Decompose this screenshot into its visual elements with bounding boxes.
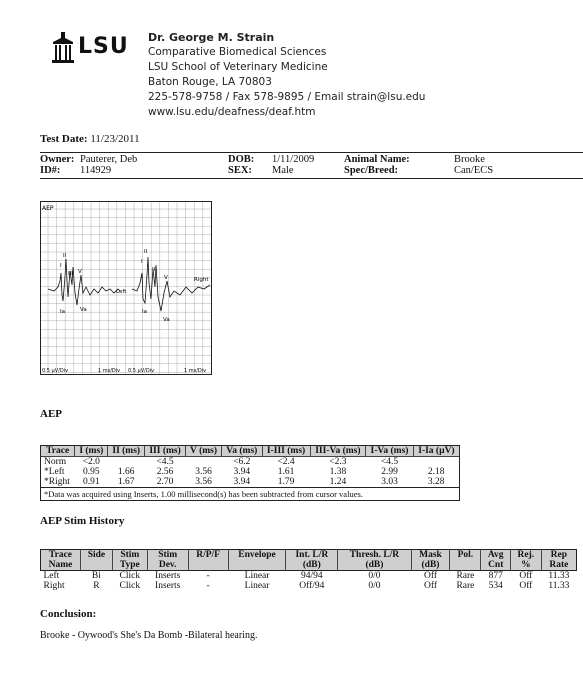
stim-cell: Off/94 [299,581,325,591]
patient-info: Owner: Pauterer, Deb ID#: 114929 DOB: 1/11/2009 SEX: Male Animal Name: Brooke Spec/Breed: Can/ECS [40,154,494,176]
stim-cell: Left [43,571,60,581]
aep-note: *Data was acquired using Inserts, 1.00 millisecond(s) has been subtracted from cursor values. [41,487,459,500]
stim-cell: - [206,571,210,581]
stim-cell: Right [43,581,65,591]
stim-cell: 94/94 [301,571,323,581]
aep-cell: <6.2 [233,457,251,467]
left-trace [48,259,120,305]
owner-value: Pauterer, Deb [80,154,138,165]
aep-cell: 1.24 [329,477,347,487]
stim-cell: Linear [244,571,270,581]
aep-cell: 0.91 [83,477,100,487]
right-trace [132,257,210,311]
aep-cell: *Right [44,477,70,487]
aep-cell: 1.79 [277,477,295,487]
conclusion-text: Brooke - Oywood's She's Da Bomb -Bilateral hearing. [40,630,258,641]
svg-text:1 ms/Div: 1 ms/Div [184,368,207,374]
dob-value: 1/11/2009 [272,154,315,165]
svg-text:I: I [141,259,143,265]
aep-cell: 3.56 [195,477,212,487]
stim-cell: Rare [456,571,475,581]
aep-cell: 3.28 [427,477,445,487]
stim-cell: Rare [456,581,475,591]
aep-cell: 3.56 [195,467,212,477]
department: Comparative Biomedical Sciences [148,46,327,58]
aep-cell: 0.95 [83,467,100,477]
aep-header-cell: I-Ia (µV) [413,446,459,457]
stim-header-cell: Mask (dB) [411,550,450,571]
patient-bottom-rule [40,178,583,179]
aep-cell: <4.5 [156,457,174,467]
stim-header-cell: Thresh. L/R (dB) [338,550,411,571]
table-row [41,457,459,468]
aep-cell: 1.61 [277,467,295,477]
aep-cell: 2.99 [381,467,398,477]
test-date: Test Date: 11/23/2011 [40,133,140,145]
stim-table [40,549,577,591]
svg-text:I: I [60,263,62,269]
aep-cell [108,457,145,468]
aep-header-cell: Trace [41,446,75,457]
svg-text:Va: Va [163,317,170,323]
aep-cell: Norm [44,457,67,467]
aep-cell: <2.3 [329,457,347,467]
aep-header-cell: II (ms) [108,446,145,457]
aep-header-cell: Va (ms) [222,446,262,457]
aep-header-cell: I (ms) [75,446,108,457]
stim-header-cell: R/P/F [188,550,228,571]
stim-cell: Off [519,571,533,581]
aep-cell: 2.56 [156,467,174,477]
svg-text:1 ms/Div: 1 ms/Div [98,368,121,374]
aep-cell: 3.94 [233,467,251,477]
aep-cell: 1.66 [117,467,135,477]
svg-text:III: III [68,271,73,277]
aep-table [41,446,459,487]
stim-cell: Click [119,581,141,591]
stim-title: AEP Stim History [40,515,125,527]
aep-cell: 3.03 [381,477,398,487]
stim-header-cell: Rej. % [510,550,541,571]
stim-cell: 0/0 [368,571,381,581]
aep-cell: 3.94 [233,477,251,487]
aep-cell: 1.38 [329,467,347,477]
svg-text:II: II [63,253,67,259]
aep-cell: 2.70 [156,477,174,487]
stim-cell: - [206,581,210,591]
aep-cell: 1.67 [117,477,135,487]
stim-cell: 11.33 [548,581,570,591]
stim-cell: Off [423,571,438,581]
stim-cell: Bi [91,571,101,581]
stim-cell: Inserts [155,571,181,581]
stim-table-box [40,549,577,591]
table-row [41,571,577,582]
stim-header-cell: Pol. [450,550,481,571]
city: Baton Rouge, LA 70803 [148,76,272,88]
letterhead [148,30,425,120]
stim-cell: Off [423,581,438,591]
conclusion-title: Conclusion: [40,608,97,620]
website: www.lsu.edu/deafness/deaf.htm [148,106,316,118]
svg-text:III: III [152,267,157,273]
stim-header-cell: Envelope [228,550,286,571]
aep-cell [185,457,221,468]
svg-text:II: II [144,249,148,255]
svg-text:Va: Va [80,307,87,313]
stim-header-cell: Stim Type [112,550,147,571]
svg-text:Ia: Ia [142,309,147,315]
stim-header-cell: Int. L/R (dB) [286,550,338,571]
aep-cell: <4.5 [380,457,399,467]
stim-header-cell: Stim Dev. [147,550,188,571]
sex-value: Male [272,165,294,176]
aep-cell: *Left [44,467,65,477]
aep-title: AEP [40,408,62,420]
table-row [41,581,577,591]
id-value: 114929 [80,165,112,176]
svg-text:Ia: Ia [60,309,65,315]
waveform-plot [40,201,212,375]
aep-cell: <2.4 [277,457,295,467]
aep-header-cell: V (ms) [185,446,221,457]
aep-header-cell: III (ms) [145,446,186,457]
lsu-logo-text: LSU [78,34,129,59]
svg-text:V: V [78,269,82,275]
table-row [41,467,459,477]
stim-header-cell: Rep Rate [541,550,576,571]
waveform-panel [40,201,212,375]
table-row [41,477,459,487]
stim-header-cell: Side [81,550,113,571]
aep-table-box [40,445,460,501]
aep-cell [413,457,459,468]
animal-value: Brooke [454,154,485,165]
stim-cell: Linear [244,581,270,591]
aep-cell: 2.18 [427,467,445,477]
spec-value: Can/ECS [454,165,494,176]
stim-cell: Click [119,571,141,581]
stim-cell: 534 [488,581,503,591]
right-trace-label: Right [194,277,209,283]
stim-cell: 0/0 [368,581,381,591]
svg-text:0.5 µV/Div: 0.5 µV/Div [42,368,69,374]
stim-header-cell: Trace Name [41,550,81,571]
aep-cell: <2.0 [82,457,100,467]
svg-text:V: V [164,275,168,281]
school: LSU School of Veterinary Medicine [148,61,328,73]
stim-cell: R [93,581,100,591]
left-trace-label: Left [116,289,127,295]
svg-text:0.5 µV/Div: 0.5 µV/Div [128,368,155,374]
stim-header-cell: Avg Cnt [481,550,510,571]
aep-header-cell: I-III (ms) [262,446,310,457]
stim-cell: Off [519,581,533,591]
waveform-title: AEP [42,205,54,212]
doctor-name: Dr. George M. Strain [148,31,275,44]
aep-header-cell: I-Va (ms) [366,446,414,457]
patient-top-rule [40,152,583,153]
aep-header-cell: III-Va (ms) [310,446,366,457]
stim-cell: 877 [488,571,503,581]
lsu-logo [50,30,140,66]
contact: 225-578-9758 / Fax 578-9895 / Email strain@lsu.edu [148,91,426,103]
stim-cell: Inserts [155,581,181,591]
stim-cell: 11.33 [548,571,570,581]
building-icon [50,32,76,64]
